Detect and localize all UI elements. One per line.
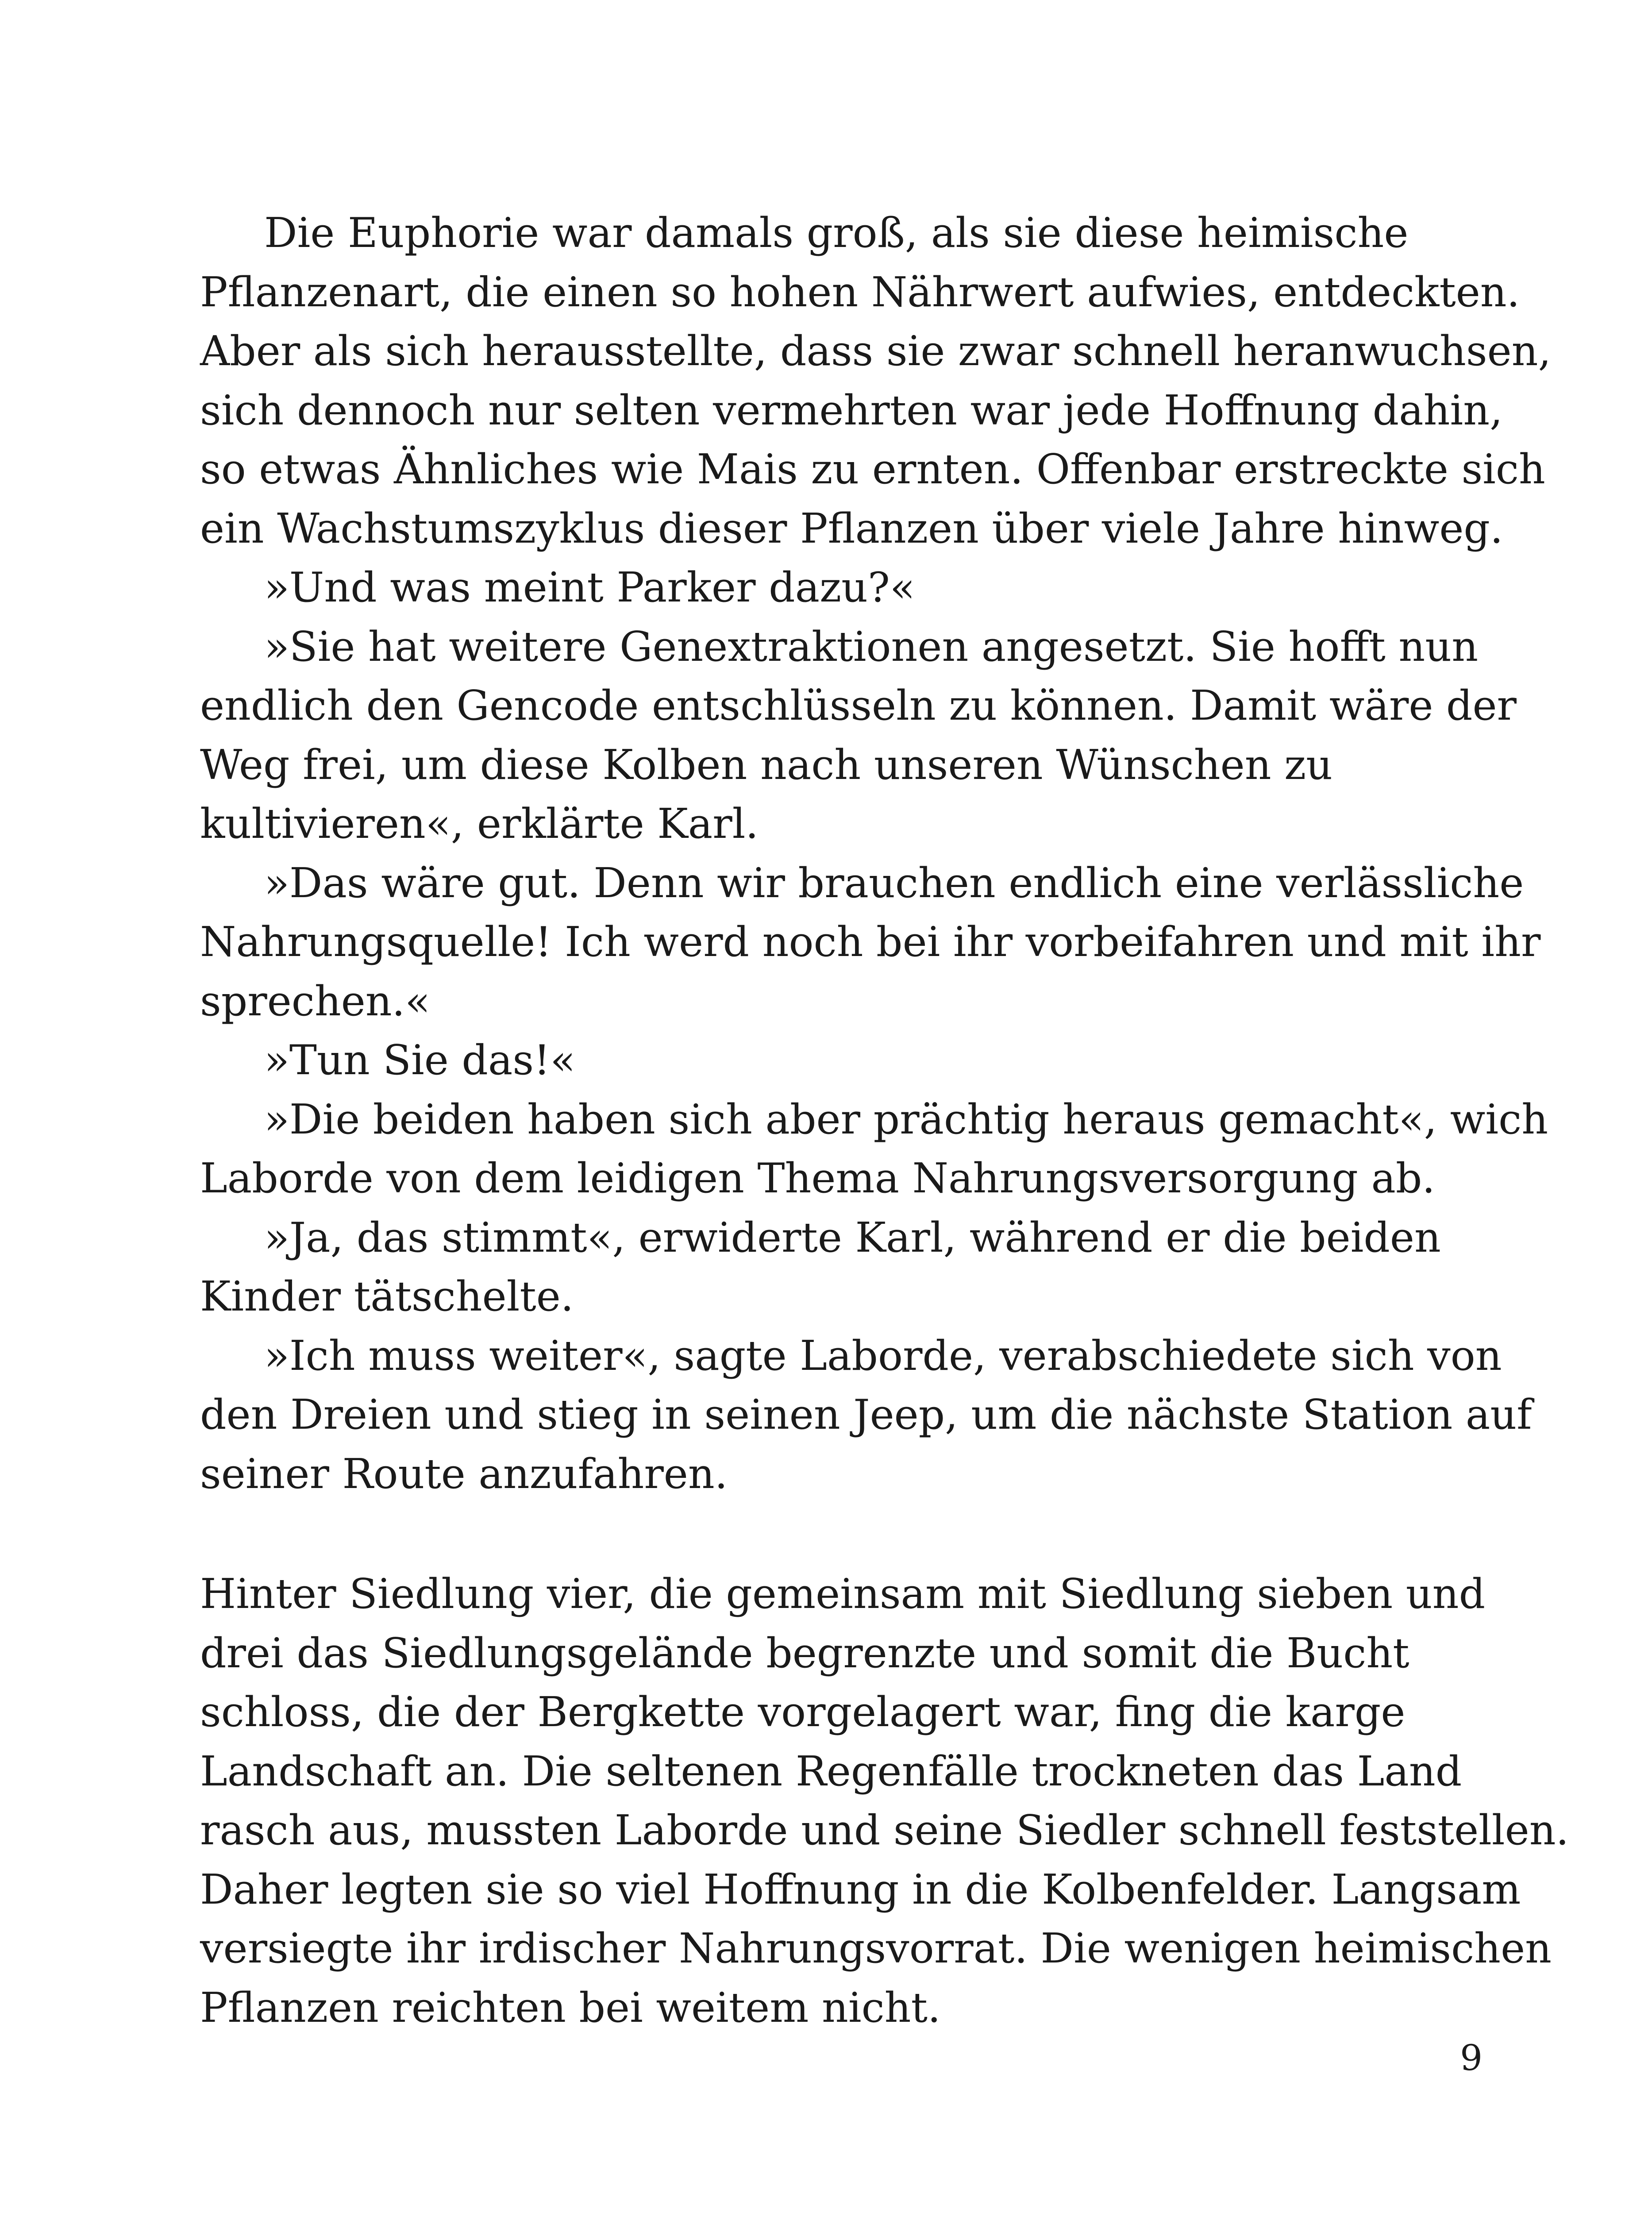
text-line: Daher legten sie so viel Hoffnung in die Kolbenfelder. Langsam bbox=[200, 1865, 1521, 1913]
text-line: drei das Siedlungsgelände begrenzte und somit die Bucht bbox=[200, 1629, 1409, 1677]
text-line: Laborde von dem leidigen Thema Nahrungsversorgung ab. bbox=[200, 1154, 1435, 1202]
text-line: seiner Route anzufahren. bbox=[200, 1450, 728, 1498]
text-line: Hinter Siedlung vier, die gemeinsam mit Siedlung sieben und bbox=[200, 1570, 1486, 1618]
text-line: Die Euphorie war damals groß, als sie diese heimische bbox=[264, 209, 1409, 257]
page-number: 9 bbox=[1460, 2037, 1483, 2078]
text-line: Nahrungsquelle! Ich werd noch bei ihr vorbeifahren und mit ihr bbox=[200, 918, 1541, 966]
text-line: Pflanzenart, die einen so hohen Nährwert aufwies, entdeckten. bbox=[200, 268, 1520, 316]
text-line: rasch aus, mussten Laborde und seine Siedler schnell feststellen. bbox=[200, 1806, 1569, 1854]
text-line: »Das wäre gut. Denn wir brauchen endlich eine verlässliche bbox=[264, 859, 1524, 907]
text-line: so etwas Ähnliches wie Mais zu ernten. Offenbar erstreckte sich bbox=[200, 445, 1545, 493]
text-line: »Ja, das stimmt«, erwiderte Karl, während er die beiden bbox=[264, 1213, 1441, 1261]
text-line: sich dennoch nur selten vermehrten war jede Hoffnung dahin, bbox=[200, 386, 1503, 434]
text-line: Weg frei, um diese Kolben nach unseren Wünschen zu bbox=[200, 740, 1333, 789]
text-line: Pflanzen reichten bei weitem nicht. bbox=[200, 1983, 941, 2032]
text-line: den Dreien und stieg in seinen Jeep, um die nächste Station auf bbox=[200, 1391, 1532, 1438]
text-line: schloss, die der Bergkette vorgelagert war, fing die karge bbox=[200, 1688, 1406, 1736]
text-line: »Ich muss weiter«, sagte Laborde, verabschiedete sich von bbox=[264, 1331, 1502, 1380]
text-line: »Die beiden haben sich aber prächtig heraus gemacht«, wich bbox=[264, 1095, 1548, 1143]
text-line: »Tun Sie das!« bbox=[264, 1036, 576, 1084]
text-line: ein Wachstumszyklus dieser Pflanzen über viele Jahre hinweg. bbox=[200, 504, 1503, 552]
text-block-narration bbox=[200, 1565, 1569, 2037]
text-line: »Sie hat weitere Genextraktionen angesetzt. Sie hofft nun bbox=[264, 622, 1479, 671]
text-line: endlich den Gencode entschlüsseln zu können. Damit wäre der bbox=[200, 682, 1517, 729]
text-block-dialogue bbox=[200, 204, 1552, 1504]
text-line: versiegte ihr irdischer Nahrungsvorrat. Die wenigen heimischen bbox=[200, 1924, 1552, 1972]
text-line: Kinder tätschelte. bbox=[200, 1272, 574, 1320]
text-line: Landschaft an. Die seltenen Regenfälle trockneten das Land bbox=[200, 1747, 1462, 1795]
text-line: sprechen.« bbox=[200, 977, 431, 1025]
text-line: Aber als sich herausstellte, dass sie zwar schnell heranwuchsen, bbox=[200, 327, 1552, 375]
text-line: »Und was meint Parker dazu?« bbox=[264, 563, 915, 611]
text-line: kultivieren«, erklärte Karl. bbox=[200, 800, 759, 848]
